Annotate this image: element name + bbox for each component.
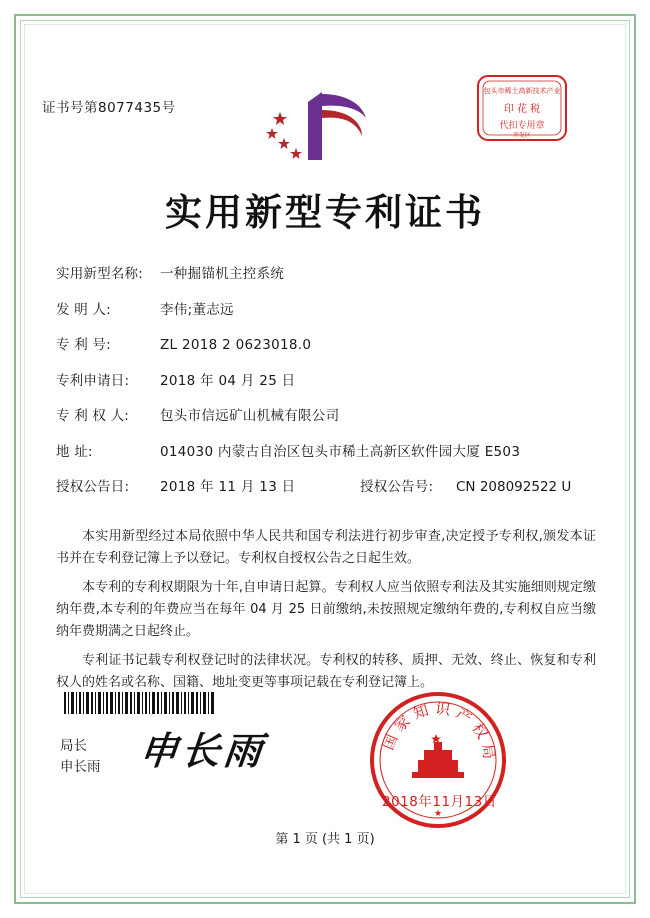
svg-text:国家知识产权局: 国家知识产权局 (378, 699, 499, 765)
field-label: 专利申请日: (56, 372, 130, 389)
field-value: 2018 年 11 月 13 日 (160, 479, 296, 495)
field-row-inventor (56, 298, 600, 318)
field-value: 包头市信远矿山机械有限公司 (160, 408, 340, 424)
svg-text:开发区: 开发区 (512, 132, 532, 139)
director-name: 申长雨 (60, 758, 101, 775)
field-label: 地 址: (56, 443, 93, 460)
field-row-grant-announcement (56, 475, 600, 495)
field-value: ZL 2018 2 0623018.0 (160, 337, 312, 353)
field-row-patentee (56, 404, 600, 424)
field-label-secondary: 授权公告号: (360, 479, 434, 495)
certificate-serial-number: 证书号第8077435号 (42, 100, 176, 116)
certificate-content (30, 30, 620, 888)
barcode (64, 692, 216, 714)
field-value: 李伟;董志远 (160, 301, 234, 318)
page-footer: 第 1 页 (共 1 页) (275, 832, 375, 847)
field-value: 一种掘锚机主控系统 (160, 266, 285, 282)
field-label: 专 利 号: (56, 337, 111, 353)
field-row-patent-number (56, 333, 600, 353)
cnipa-logo-icon (262, 88, 372, 168)
director-label (60, 736, 101, 778)
field-label: 专 利 权 人: (56, 408, 130, 424)
svg-text:印 花 税: 印 花 税 (503, 104, 541, 115)
paragraph-2: 本专利的专利权期限为十年,自申请日起算。专利权人应当依照专利法及其实施细则规定缴纳年费,本专利的年费应当在每年 04 月 25 日前缴纳,未按照规定缴纳年费的,专利权自应当缴纳年费期满之日起终止。 (56, 579, 596, 640)
seal-date: 2018年11月13日 (382, 794, 497, 810)
tax-stamp (476, 74, 568, 142)
field-label: 授权公告日: (56, 479, 130, 495)
svg-text:★: ★ (433, 809, 443, 819)
field-row-address (56, 440, 600, 460)
field-value: 014030 内蒙古自治区包头市稀土高新区软件园大厦 E503 (160, 443, 521, 460)
field-row-application-date (56, 369, 600, 389)
paragraph-1: 本实用新型经过本局依照中华人民共和国专利法进行初步审查,决定授予专利权,颁发本证书并在专利登记簿上予以登记。专利权自授权公告之日起生效。 (56, 529, 596, 567)
certificate-fields (56, 262, 600, 511)
field-value: 2018 年 04 月 25 日 (160, 372, 296, 389)
paragraph-3: 专利证书记载专利权登记时的法律状况。专利权的转移、质押、无效、终止、恢复和专利权人的姓名或名称、国籍、地址变更等事项记载在专利登记簿上。 (56, 652, 596, 691)
certificate-title: 实用新型专利证书 (165, 191, 485, 234)
field-label: 实用新型名称: (56, 266, 143, 282)
svg-text:包头市稀土高新技术产业: 包头市稀土高新技术产业 (483, 87, 561, 95)
certificate-body-text (56, 526, 596, 701)
director-title: 局长 (60, 738, 87, 754)
director-handwritten-signature: 申长雨 (137, 728, 269, 773)
svg-text:代扣专用章: 代扣专用章 (499, 121, 545, 131)
field-value-secondary: CN 208092522 U (456, 479, 572, 495)
field-row-utility-model-name (56, 262, 600, 282)
field-label: 发 明 人: (56, 301, 111, 318)
